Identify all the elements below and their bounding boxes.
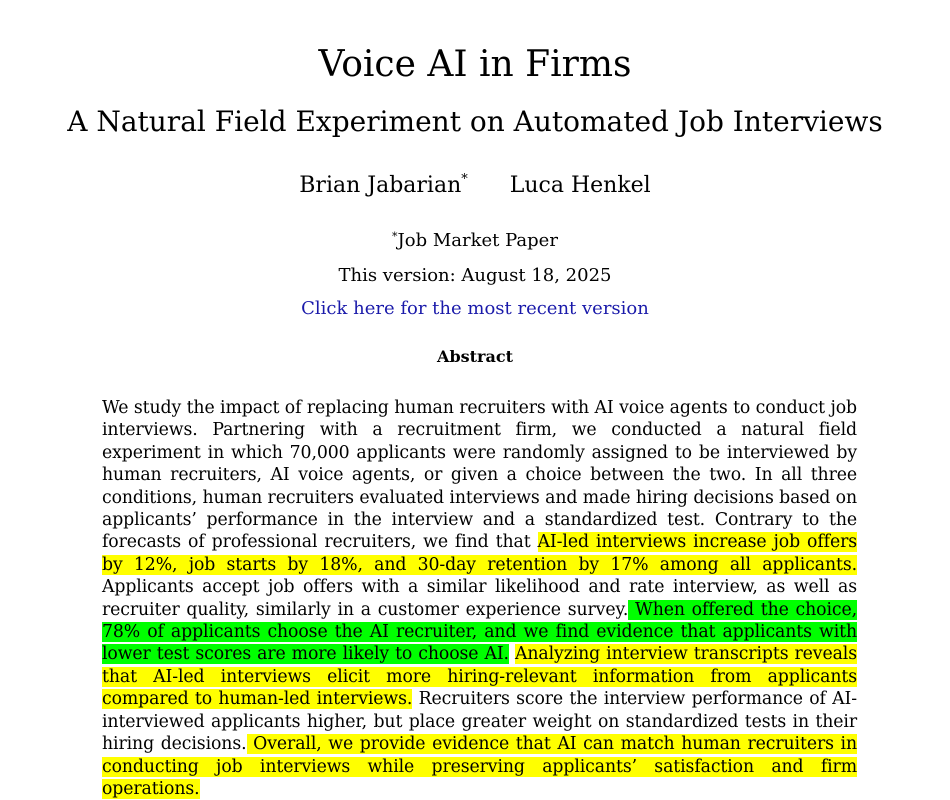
abstract-highlight-yellow: Analyzing interview transcripts reveals that AI-led interviews elicit more hiring-relevant information from applicants compared to human-led interviews. (102, 644, 857, 710)
abstract-highlight-yellow: AI-led interviews increase job offers by 12%, job starts by 18%, and 30-day retention by 17% among all applicants. (102, 532, 857, 575)
author-1-footnote-mark: * (461, 172, 468, 187)
recent-version-link[interactable]: Click here for the most recent version (301, 298, 649, 319)
abstract-heading: Abstract (437, 347, 513, 366)
author-2 (510, 173, 651, 198)
abstract-segment-plain: Recruiters score the interview performance of AI-interviewed applicants higher, but place greater weight on standardized tests in their hiring decisions. (102, 689, 857, 755)
abstract-segment-plain: We study the impact of replacing human recruiters with AI voice agents to conduct job interviews. Partnering with a recruitment firm, we conducted a natural field experiment in which 70,000 applicants were randomly assigned to be interviewed by human recruiters, AI voice agents, or given a choice between the two. In all three conditions, human recruiters evaluated interviews and made hiring decisions based on applicants’ performance in the interview and a standardized test. Contrary to the forecasts of professional recruiters, we find that (102, 398, 857, 553)
author-1 (299, 172, 467, 198)
paper-title: Voice AI in Firms (318, 44, 632, 85)
version-date: This version: August 18, 2025 (338, 265, 612, 286)
abstract-highlight-yellow: Overall, we provide evidence that AI can match human recruiters in conducting job interviews while preserving applicants’ satisfaction and firm operations. (102, 734, 858, 799)
abstract-body (102, 397, 857, 800)
footnote-mark: * (392, 230, 398, 243)
abstract-segment-plain: Applicants accept job offers with a similar likelihood and rate interview, as well as recruiter quality, similarly in a customer experience survey. (102, 577, 857, 620)
footnote-text: Job Market Paper (397, 230, 558, 251)
author-1-name: Brian Jabarian (299, 173, 462, 198)
abstract-highlight-green: When offered the choice, 78% of applicants choose the AI recruiter, and we find evidence that applicants with lower test scores are more likely to choose AI. (102, 599, 857, 665)
paper-subtitle: A Natural Field Experiment on Automated Job Interviews (67, 105, 883, 138)
author-2-name: Luca Henkel (509, 173, 651, 198)
author-list (0, 172, 950, 198)
footnote (0, 230, 950, 251)
